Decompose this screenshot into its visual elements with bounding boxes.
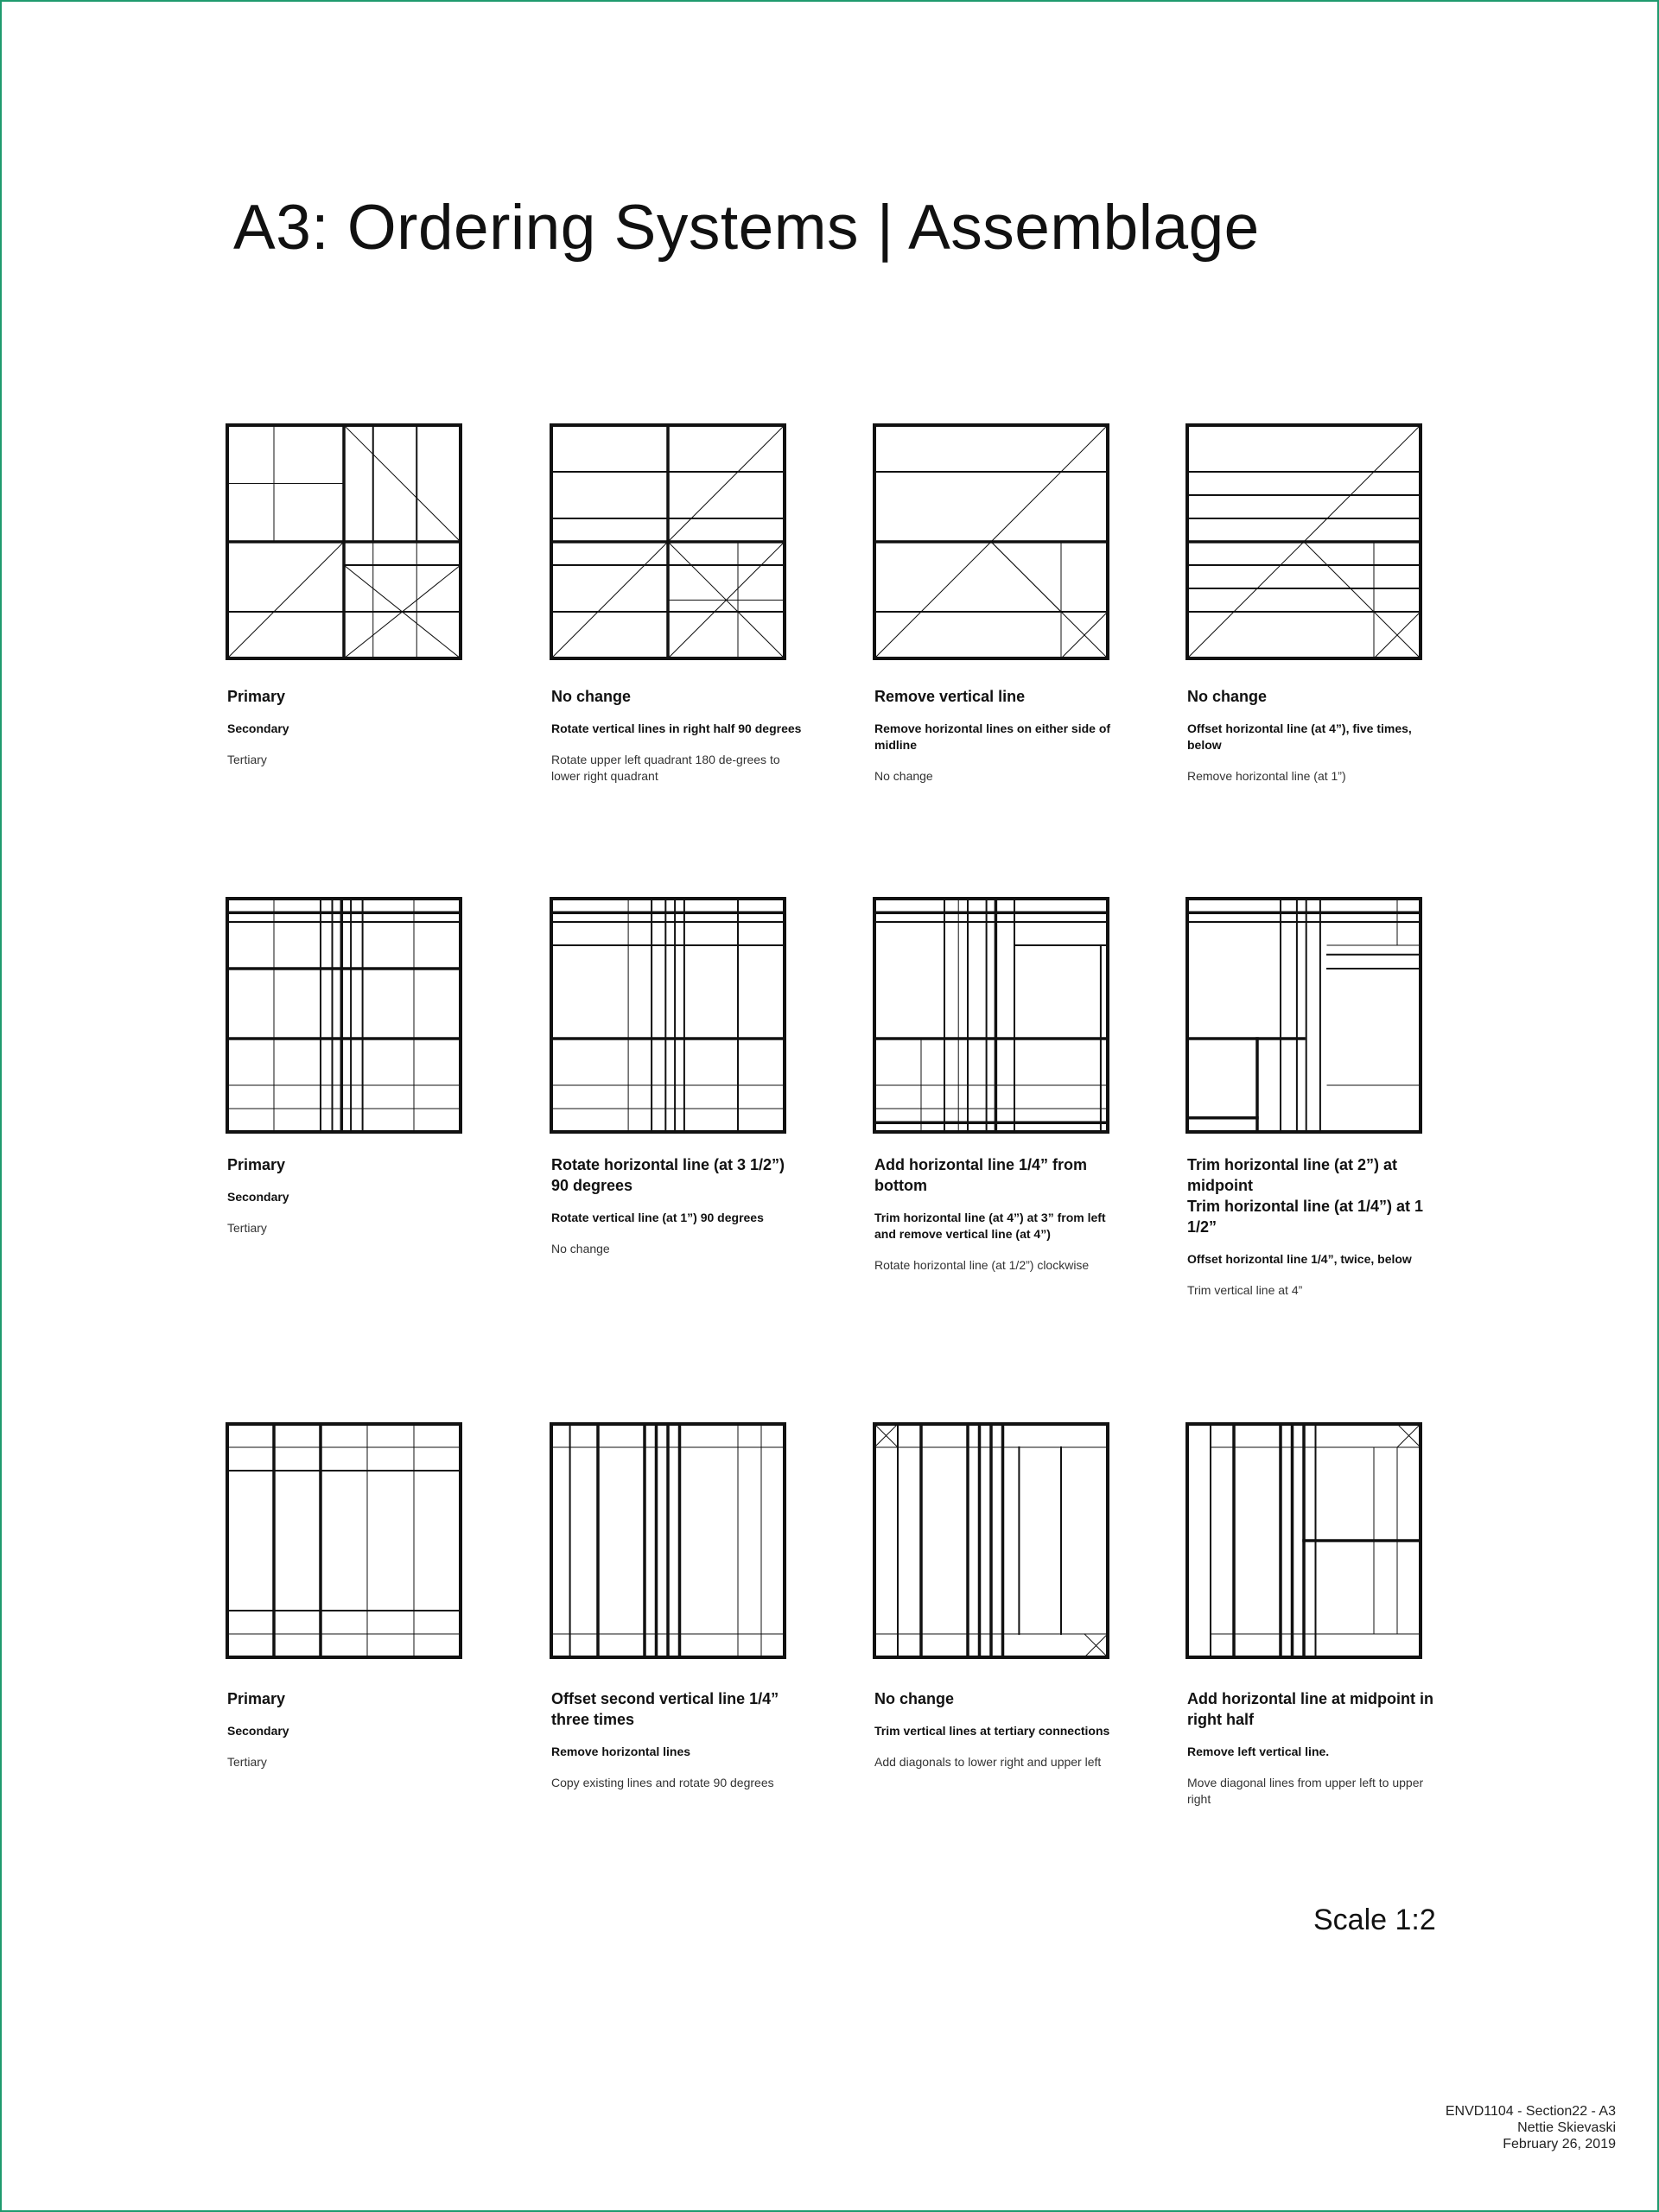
panel-caption xyxy=(227,1688,478,1770)
panel-caption xyxy=(551,1154,802,1257)
grid-diagram xyxy=(1187,425,1421,658)
panel-caption xyxy=(1187,1154,1438,1299)
caption-primary: Primary xyxy=(227,688,286,705)
panel-caption xyxy=(227,686,478,768)
panel-caption xyxy=(874,686,1125,785)
grid-diagram-svg xyxy=(227,425,461,658)
caption-secondary: Remove left vertical line. xyxy=(1187,1745,1330,1758)
grid-diagram xyxy=(874,1424,1108,1657)
grid-diagram-svg xyxy=(551,425,785,658)
caption-secondary: Offset horizontal line (at 4”), five times, below xyxy=(1187,721,1412,752)
caption-tertiary: Tertiary xyxy=(227,753,267,766)
caption-tertiary: Copy existing lines and rotate 90 degrees xyxy=(551,1776,774,1789)
diagram-frame xyxy=(1187,899,1421,1132)
grid-diagram-svg xyxy=(874,1424,1108,1657)
grid-diagram-svg xyxy=(227,1424,461,1657)
caption-primary: Add horizontal line 1/4” from bottom xyxy=(874,1156,1088,1194)
caption-primary: No change xyxy=(1187,688,1268,705)
grid-diagram-svg xyxy=(874,425,1108,658)
grid-diagram-svg xyxy=(874,899,1108,1132)
caption-tertiary: Move diagonal lines from upper left to upper right xyxy=(1187,1776,1424,1806)
caption-primary: No change xyxy=(551,688,632,705)
tertiary-line xyxy=(668,425,785,542)
panel-caption xyxy=(227,1154,478,1236)
grid-diagram xyxy=(227,425,461,658)
caption-primary: Remove vertical line xyxy=(874,688,1026,705)
caption-tertiary: Tertiary xyxy=(227,1221,267,1235)
caption-tertiary: No change xyxy=(551,1242,610,1255)
caption-primary: Rotate horizontal line (at 3 1/2”) 90 degrees xyxy=(551,1156,785,1194)
caption-primary: Primary xyxy=(227,1156,286,1173)
caption-tertiary: Trim vertical line at 4” xyxy=(1187,1283,1303,1297)
grid-diagram-svg xyxy=(1187,425,1421,658)
grid-diagram-svg xyxy=(551,899,785,1132)
diagram-frame xyxy=(551,899,785,1132)
panel-caption xyxy=(1187,686,1438,785)
caption-secondary: Secondary xyxy=(227,1724,289,1738)
caption-primary: Add horizontal line at midpoint in right half xyxy=(1187,1690,1433,1728)
caption-secondary: Trim horizontal line (at 4”) at 3” from left and remove vertical line (at 4”) xyxy=(874,1211,1106,1241)
caption-secondary: Rotate vertical line (at 1”) 90 degrees xyxy=(551,1211,764,1224)
title-right: Assemblage xyxy=(908,193,1260,263)
grid-diagram-svg xyxy=(1187,1424,1421,1657)
grid-diagram xyxy=(551,899,785,1132)
diagram-frame xyxy=(227,1424,461,1657)
caption-secondary: Secondary xyxy=(227,721,289,735)
tertiary-line xyxy=(344,425,461,542)
grid-diagram xyxy=(551,1424,785,1657)
scale-label: Scale 1:2 xyxy=(1313,1904,1436,1936)
caption-secondary: Trim vertical lines at tertiary connections xyxy=(874,1724,1110,1738)
tertiary-line xyxy=(551,542,668,658)
grid-diagram xyxy=(874,899,1108,1132)
caption-tertiary: No change xyxy=(874,769,933,783)
caption-tertiary: Tertiary xyxy=(227,1755,267,1769)
panel-caption xyxy=(874,1154,1125,1274)
page-title xyxy=(233,192,1260,264)
caption-tertiary: Rotate horizontal line (at 1/2”) clockwise xyxy=(874,1258,1090,1272)
footer-course: ENVD1104 - Section22 - A3 xyxy=(1445,2104,1616,2119)
caption-tertiary: Rotate upper left quadrant 180 de-grees to lower right quadrant xyxy=(551,753,780,783)
caption-primary: Primary xyxy=(227,1690,286,1707)
caption-secondary: Remove horizontal lines xyxy=(551,1745,691,1758)
grid-diagram-svg xyxy=(551,1424,785,1657)
caption-secondary: Remove horizontal lines on either side of midline xyxy=(874,721,1111,752)
footer-author: Nettie Skievaski xyxy=(1517,2120,1616,2135)
caption-primary: No change xyxy=(874,1690,955,1707)
caption-tertiary: Remove horizontal line (at 1”) xyxy=(1187,769,1346,783)
panel-caption xyxy=(874,1688,1125,1770)
tertiary-line xyxy=(991,542,1061,612)
caption-secondary: Offset horizontal line 1/4”, twice, below xyxy=(1187,1252,1412,1266)
title-separator: | xyxy=(876,193,894,263)
grid-diagram xyxy=(227,1424,461,1657)
grid-diagram-svg xyxy=(227,899,461,1132)
caption-tertiary: Add diagonals to lower right and upper left xyxy=(874,1755,1102,1769)
diagram-frame xyxy=(227,899,461,1132)
grid-diagram xyxy=(874,425,1108,658)
grid-diagram xyxy=(1187,1424,1421,1657)
footer-block xyxy=(1446,2103,1616,2152)
caption-secondary: Rotate vertical lines in right half 90 degrees xyxy=(551,721,802,735)
caption-primary: Offset second vertical line 1/4” three times xyxy=(551,1690,779,1728)
caption-primary: Trim horizontal line (at 2”) at midpoint Trim horizontal line (at 1/4”) at 1 1/2” xyxy=(1187,1156,1424,1236)
panel-caption xyxy=(551,1688,802,1791)
tertiary-line xyxy=(1304,542,1421,658)
tertiary-line xyxy=(227,542,344,658)
grid-diagram xyxy=(551,425,785,658)
diagram-frame xyxy=(874,899,1108,1132)
grid-diagram xyxy=(227,899,461,1132)
grid-diagram xyxy=(1187,899,1421,1132)
footer-date: February 26, 2019 xyxy=(1503,2137,1616,2152)
caption-secondary: Secondary xyxy=(227,1190,289,1204)
panel-caption xyxy=(1187,1688,1438,1808)
panel-caption xyxy=(551,686,802,785)
grid-diagram-svg xyxy=(1187,899,1421,1132)
title-left: A3: Ordering Systems xyxy=(233,193,860,263)
